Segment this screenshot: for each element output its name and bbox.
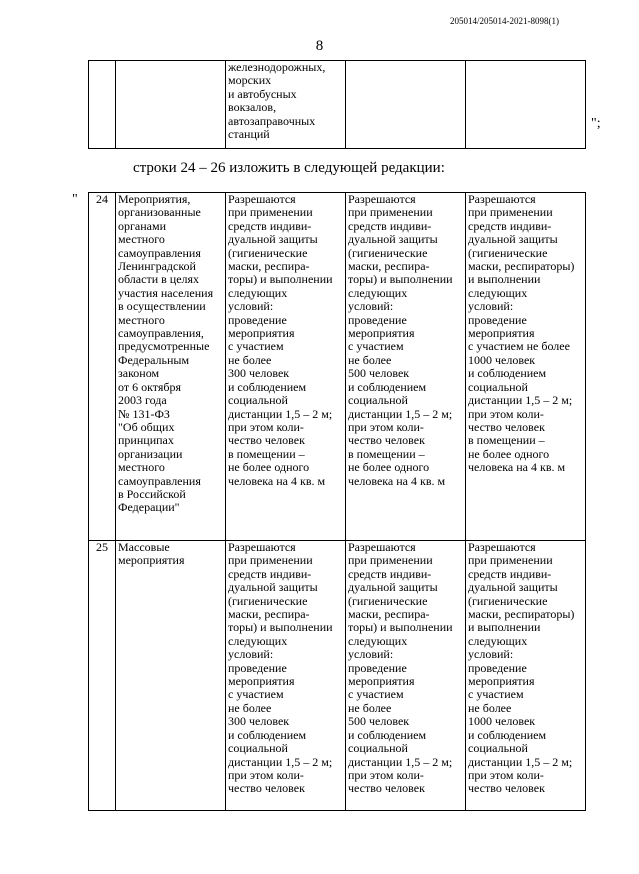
page-number: 8 xyxy=(315,38,324,54)
row-number xyxy=(89,61,116,149)
document-id: 205014/205014-2021-8098(1) xyxy=(450,16,559,26)
amendment-table xyxy=(88,192,586,811)
row-cell-col1: Разрешаются при применении средств индиви- дуальной защиты (гигиенические маски, респира- торы) и выполнении следующих условий: проведение мероприятия с участием не более 300 человек и соблюдением социальной дистанции 1,5 – 2 м; при этом коли- чество человек в помещении – не более одного человека на 4 кв. м xyxy=(226,193,346,541)
table-row xyxy=(89,541,586,811)
closing-quote: "; xyxy=(591,116,601,131)
amendment-instruction: строки 24 – 26 изложить в следующей редакции: xyxy=(133,160,445,176)
row-cell-col2: Разрешаются при применении средств индиви- дуальной защиты (гигиенические маски, респира- торы) и выполнении следующих условий: проведение мероприятия с участием не более 500 человек и соблюдением социальной дистанции 1,5 – 2 м; при этом коли- чество человек в помещении – не более одного человека на 4 кв. м xyxy=(346,193,466,541)
row-name xyxy=(116,61,226,149)
table-row xyxy=(89,61,586,149)
row-cell-col3: Разрешаются при применении средств индиви- дуальной защиты (гигиенические маски, респираторы) и выполнении следующих условий: проведение мероприятия с участием не более 1000 человек и соблюдением социальной дистанции 1,5 – 2 м; при этом коли- чество человек xyxy=(466,541,586,811)
row-cell-col3: Разрешаются при применении средств индиви- дуальной защиты (гигиенические маски, респираторы) и выполнении следующих условий: проведение мероприятия с участием не более 1000 человек и соблюдением социальной дистанции 1,5 – 2 м; при этом коли- чество человек в помещении – не более одного человека на 4 кв. м xyxy=(466,193,586,541)
row-cell-col3 xyxy=(466,61,586,149)
row-number: 25 xyxy=(89,541,116,811)
row-cell-col1: Разрешаются при применении средств индиви- дуальной защиты (гигиенические маски, респира- торы) и выполнении следующих условий: проведение мероприятия с участием не более 300 человек и соблюдением социальной дистанции 1,5 – 2 м; при этом коли- чество человек xyxy=(226,541,346,811)
row-name: Мероприятия, организованные органами местного самоуправления Ленинградской области в целях участия населения в осуществлении местного самоуправления, предусмотренные Федеральным законом от 6 октября 2003 года № 131-ФЗ "Об общих принципах организации местного самоуправления в Российской Федерации" xyxy=(116,193,226,541)
opening-quote: " xyxy=(72,192,78,207)
row-cell-col2 xyxy=(346,61,466,149)
row-cell-col2: Разрешаются при применении средств индиви- дуальной защиты (гигиенические маски, респира- торы) и выполнении следующих условий: проведение мероприятия с участием не более 500 человек и соблюдением социальной дистанции 1,5 – 2 м; при этом коли- чество человек xyxy=(346,541,466,811)
table-row xyxy=(89,193,586,541)
row-name: Массовые мероприятия xyxy=(116,541,226,811)
row-number: 24 xyxy=(89,193,116,541)
row-cell-col1: железнодорожных, морских и автобусных вокзалов, автозаправочных станций xyxy=(226,61,346,149)
continued-table xyxy=(88,60,586,149)
